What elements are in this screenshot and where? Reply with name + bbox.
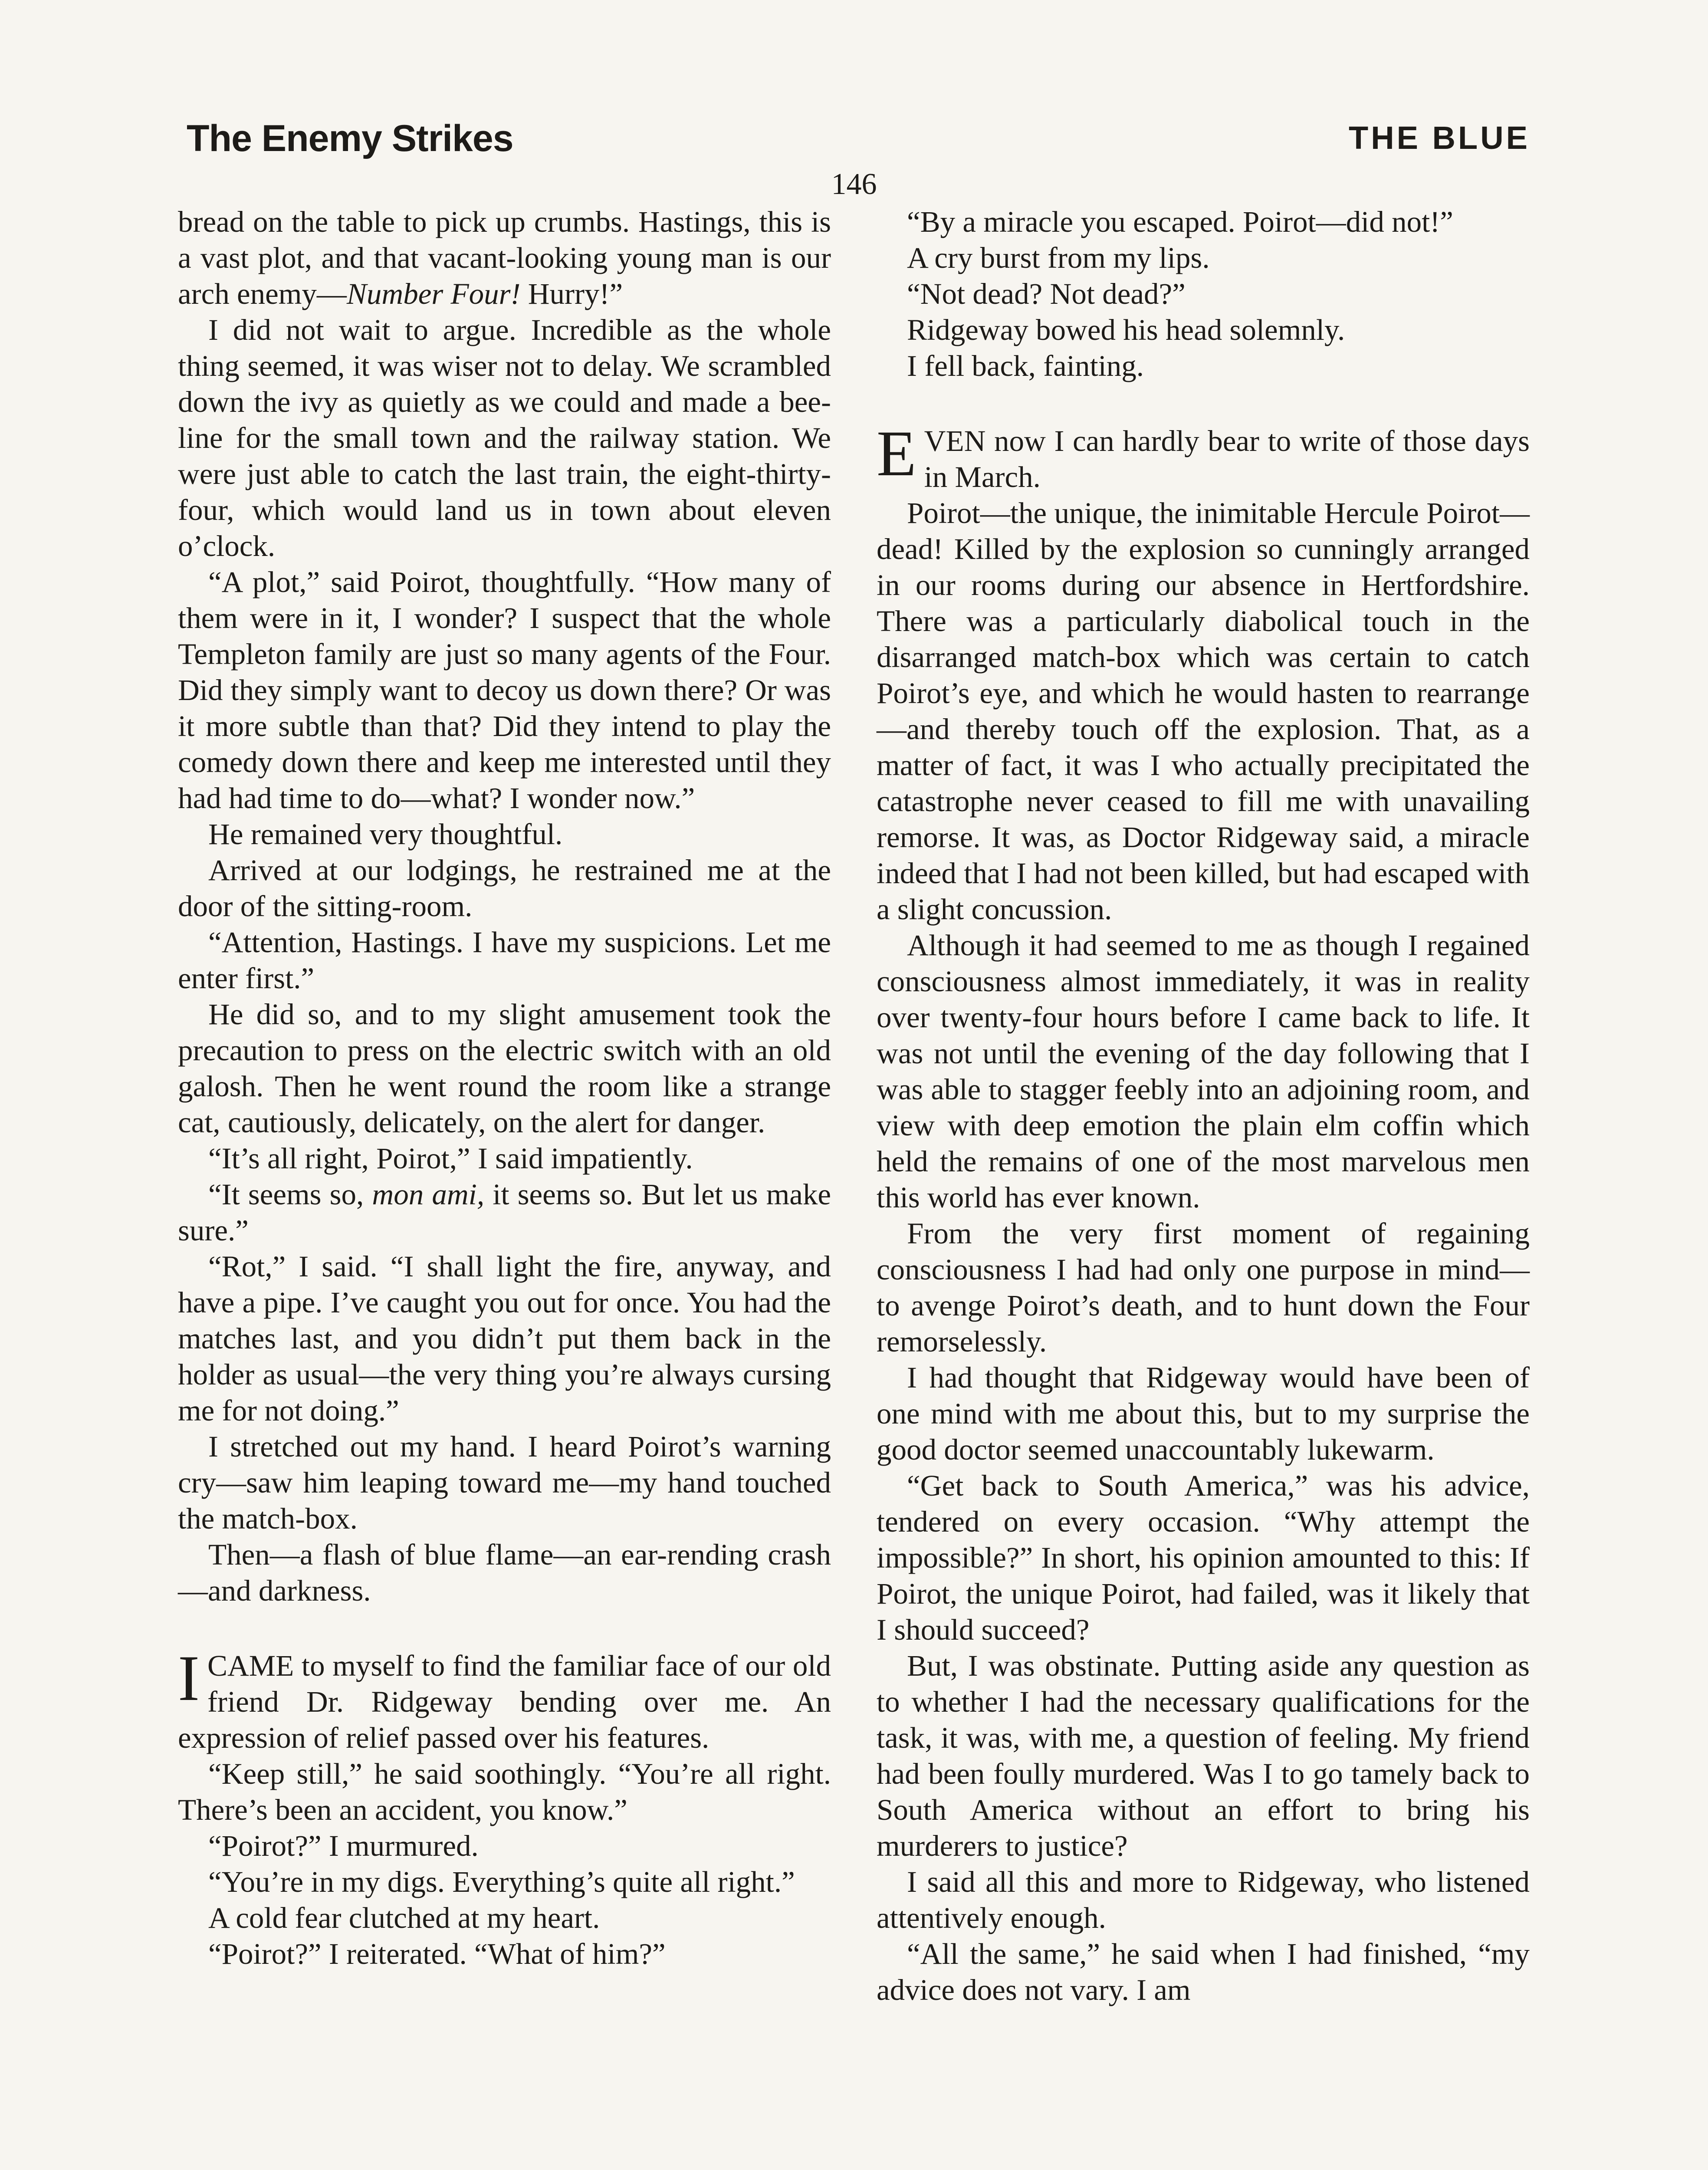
paragraph: “Not dead? Not dead?” [907,277,1186,310]
paragraph: Poirot—the unique, the inimitable Hercule Poirot—dead! Killed by the explosion so cunningly arranged in our rooms during our absence in Hertfordshire. There was a particularly diabolical touch in the disarranged match-box which was certain to catch Poirot’s eye, and which he would hasten to rearrange—and thereby touch off the explosion. That, as a matter of fact, it was I who actually precipitated the catastrophe never ceased to fill me with unavailing remorse. It was, as Doctor Ridgeway said, a miracle indeed that I had not been killed, but had escaped with a slight concussion. [877,496,1530,926]
paragraph: “You’re in my digs. Everything’s quite all right.” [208,1865,795,1898]
paragraph: “By a miracle you escaped. Poirot—did not!” [907,205,1453,238]
paragraph: I stretched out my hand. I heard Poirot’s warning cry—saw him leaping toward me—my hand touched the match-box. [178,1430,831,1535]
paragraph: “Keep still,” he said soothingly. “You’re all right. There’s been an accident, you know.” [178,1757,831,1826]
paragraph: “All the same,” he said when I had finished, “my advice does not vary. I am [877,1937,1530,2006]
paragraph: A cry burst from my lips. [907,241,1210,274]
paragraph: Although it had seemed to me as though I regained consciousness almost immediately, it was in reality over twenty-four hours before I came back to life. It was not until the evening of the day following that I was able to stagger feebly into an adjoining room, and view with deep emotion the plain elm coffin which held the remains of one of the most marvelous men this world has ever known. [877,929,1530,1214]
paragraph: Ridgeway bowed his head solemnly. [907,313,1345,346]
paragraph: “A plot,” said Poirot, thoughtfully. “How many of them were in it, I wonder? I suspect that the whole Templeton family are just so many agents of the Four. Did they simply want to decoy us down there? Or was it more subtle than that? Did they intend to play the comedy down there and keep me interested until they had had time to do—what? I wonder now.” [178,566,831,815]
paragraph: bread on the table to pick up crumbs. Hastings, this is a vast plot, and that vacant-looking young man is our arch enemy—Number Four! Hurry!” [178,205,831,310]
paragraph: “It seems so, mon ami, it seems so. But let us make sure.” [178,1178,831,1247]
paragraph: Then—a flash of blue flame—an ear-rending crash—and darkness. [178,1538,831,1607]
paragraph: “Get back to South America,” was his advice, tendered on every occasion. “Why attempt the impossible?” In short, his opinion amounted to this: If Poirot, the unique Poirot, had failed, was it likely that I should succeed? [877,1469,1530,1646]
paragraph: “Rot,” I said. “I shall light the fire, anyway, and have a pipe. I’ve caught you out for once. You had the matches last, and you didn’t put them back in the holder as usual—the very thing you’re always cursing me for not doing.” [178,1250,831,1427]
paragraph: He remained very thoughtful. [208,818,563,851]
paragraph: But, I was obstinate. Putting aside any question as to whether I had the necessary qualifications for the task, it was, with me, a question of feeling. My friend had been foully murdered. Was I to go tamely back to South America without an effort to bring his murderers to justice? [877,1649,1530,1862]
paragraph: I fell back, fainting. [907,349,1144,382]
paragraph: “It’s all right, Poirot,” I said impatiently. [208,1142,693,1175]
paragraph: I did not wait to argue. Incredible as the whole thing seemed, it was wiser not to delay. We scrambled down the ivy as quietly as we could and made a bee-line for the small town and the railway station. We were just able to catch the last train, the eight-thirty-four, which would land us in town about eleven o’clock. [178,313,831,562]
drop-cap: E [877,418,916,490]
paragraph: From the very first moment of regaining consciousness I had had only one purpose in mind—to avenge Poirot’s death, and to hunt down the Four remorselessly. [877,1217,1530,1358]
section-start-paragraph: EVEN now I can hardly bear to write of those days in March. [877,418,1530,493]
paragraph: Arrived at our lodgings, he restrained me at the door of the sitting-room. [178,854,831,923]
paragraph: I had thought that Ridgeway would have been of one mind with me about this, but to my surprise the good doctor seemed unaccountably lukewarm. [877,1361,1530,1466]
page-number: 146 [831,168,877,201]
paragraph: “Poirot?” I murmured. [208,1829,479,1862]
paragraph: I said all this and more to Ridgeway, who listened attentively enough. [877,1865,1530,1934]
paragraph: A cold fear clutched at my heart. [208,1901,600,1934]
story-title: The Enemy Strikes [187,118,513,159]
drop-cap: I [178,1642,200,1714]
magazine-name: THE BLUE [1349,120,1530,156]
paragraph: “Attention, Hastings. I have my suspicions. Let me enter first.” [178,926,831,995]
paragraph: “Poirot?” I reiterated. “What of him?” [208,1937,666,1970]
left-column [178,204,831,1972]
right-column [877,204,1530,2008]
paragraph: He did so, and to my slight amusement took the precaution to press on the electric switch with an old galosh. Then he went round the room like a strange cat, cautiously, delicately, on the alert for danger. [178,998,831,1139]
section-start-paragraph: I CAME to myself to find the familiar face of our old friend Dr. Ridgeway bending over me. An expression of relief passed over his features. [178,1642,831,1754]
